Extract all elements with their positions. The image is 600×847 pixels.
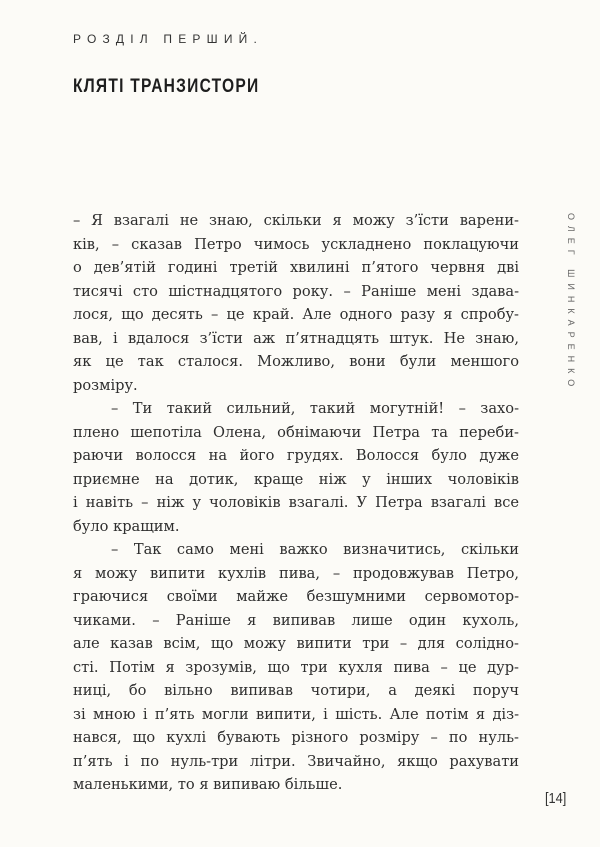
text-line: раючи волосся на його грудях. Волосся було дуже bbox=[73, 447, 519, 464]
body-text bbox=[73, 209, 519, 797]
chapter-title: КЛЯТІ ТРАНЗИСТОРИ bbox=[73, 76, 260, 97]
text-line: але казав всім, що можу випити три – для солідно- bbox=[73, 635, 519, 652]
paragraph bbox=[73, 397, 519, 538]
paragraph bbox=[73, 538, 519, 797]
text-line: вав, і вдалося з’їсти аж п’ятнадцять штук. Не знаю, bbox=[73, 329, 519, 347]
text-line: – Так само мені важко визначитись, скільки bbox=[111, 541, 519, 558]
text-line: ків, – сказав Петро чимось ускладнено поклацуючи bbox=[73, 235, 519, 253]
text-line: розміру. bbox=[73, 376, 138, 394]
text-line: плено шепотіла Олена, обнімаючи Петра та переби- bbox=[73, 423, 519, 441]
text-line: чиками. – Раніше я випивав лише один кухоль, bbox=[73, 611, 519, 629]
text-line: – Я взагалі не знаю, скільки я можу з’їсти варени- bbox=[73, 212, 519, 229]
text-line: граючися своїми майже безшумними сервомотор- bbox=[73, 588, 519, 605]
text-line: зі мною і п’ять могли випити, і шість. Але потім я діз- bbox=[73, 705, 519, 723]
running-head-author: ОЛЕГ ШИНКАРЕНКО bbox=[566, 213, 576, 393]
text-line: як це так сталося. Можливо, вони були меншого bbox=[73, 353, 519, 370]
text-line: маленькими, то я випиваю більше. bbox=[73, 776, 343, 793]
text-line: – Ти такий сильний, такий могутній! – захо- bbox=[111, 400, 519, 417]
text-line: п’ять і по нуль-три літри. Звичайно, якщо рахувати bbox=[73, 752, 519, 770]
text-line: було кращим. bbox=[73, 517, 180, 535]
text-line: нався, що кухлі бувають різного розміру – по нуль- bbox=[73, 729, 519, 746]
text-line: о дев’ятій годині третій хвилині п’ятого червня дві bbox=[73, 259, 519, 276]
text-line: я можу випити кухлів пива, – продовжував Петро, bbox=[73, 564, 519, 582]
text-line: і навіть – ніж у чоловіків взагалі. У Петра взагалі все bbox=[73, 494, 519, 511]
text-line: ниці, бо вільно випивав чотири, а деякі поруч bbox=[73, 682, 519, 699]
text-line: лося, що десять – це край. Але одного разу я спробу- bbox=[73, 306, 519, 323]
paragraph bbox=[73, 209, 519, 397]
page-number: [14] bbox=[545, 790, 567, 807]
text-line: тисячі сто шістнадцятого року. – Раніше мені здава- bbox=[73, 282, 519, 300]
text-line: сті. Потім я зрозумів, що три кухля пива – це дур- bbox=[73, 658, 519, 676]
text-line: приємне на дотик, краще ніж у інших чоловіків bbox=[73, 470, 519, 488]
chapter-label: РОЗДІЛ ПЕРШИЙ. bbox=[73, 32, 264, 46]
